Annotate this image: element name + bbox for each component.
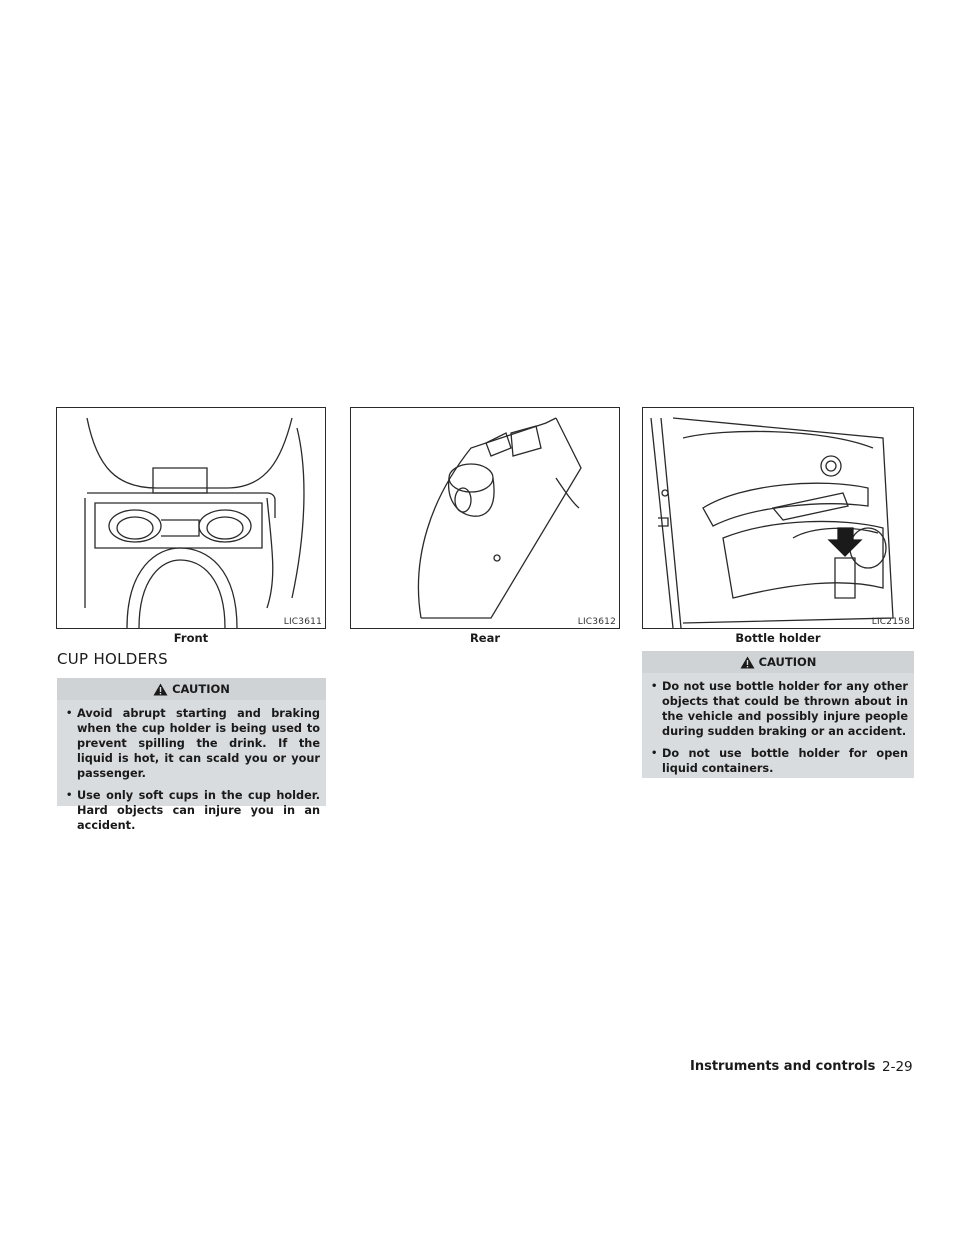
warning-triangle-icon [153,683,168,696]
caution-heading [57,678,326,700]
figure-front [56,407,326,629]
caution-item: • Avoid abrupt starting and braking when the cup holder is being used to prevent spilling the drink. If the liquid is hot, it can scald you or your passenger. [63,706,320,781]
caution-list [57,700,326,846]
front-cup-holder-illustration [57,408,325,628]
figure-code: LIC3612 [577,617,616,627]
caution-heading [642,651,914,673]
warning-triangle-icon [740,656,755,669]
footer-section-title: Instruments and controls [690,1059,876,1074]
caution-item: • Use only soft cups in the cup holder. Hard objects can injure you in an accident. [63,788,320,833]
figure-rear [350,407,620,629]
figure-code: LIC2158 [871,617,910,627]
caution-label: CAUTION [758,655,817,669]
figure-caption: Bottle holder [735,631,821,645]
figure-caption: Front [173,631,209,645]
caution-list [642,673,914,789]
caution-box-bottle-holder [642,651,914,778]
caution-item: • Do not use bottle holder for any other objects that could be thrown about in the vehicle and possibly injure people during sudden braking or an accident. [648,679,908,739]
caution-label: CAUTION [172,682,230,696]
figure-bottle-holder [642,407,914,629]
caution-item: • Do not use bottle holder for open liquid containers. [648,746,908,776]
figure-code: LIC3611 [283,617,322,627]
rear-cup-holder-illustration [351,408,619,628]
bottle-holder-illustration [643,408,913,628]
section-title: CUP HOLDERS [57,650,168,668]
figure-caption: Rear [469,631,501,645]
page-number: 2-29 [882,1059,913,1075]
caution-box-cup-holders [57,678,326,832]
